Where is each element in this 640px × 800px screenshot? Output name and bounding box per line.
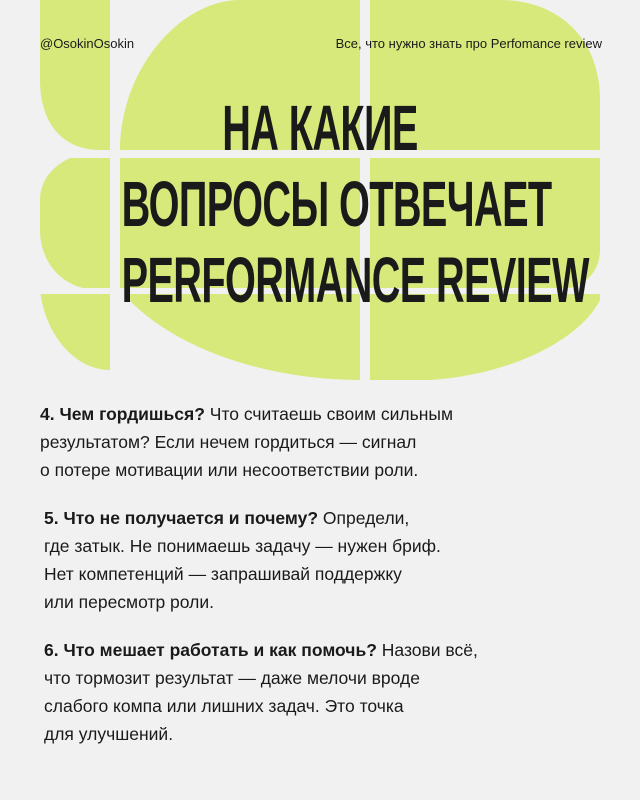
question-text: Определи, [318,508,410,528]
question-text: что тормозит результат — даже мелочи вроде [44,668,420,688]
question-text: Назови всё, [376,640,478,660]
question-list [40,400,610,768]
question-item-6 [40,636,610,748]
title-line-2: ВОПРОСЫ ОТВЕЧАЕТ [121,168,552,240]
question-text: или пересмотр роли. [44,592,214,612]
header [40,36,602,51]
question-text: Что считаешь своим сильным [204,404,453,424]
question-item-4 [40,400,610,484]
question-text: где затык. Не понимаешь задачу — нужен бриф. [44,536,441,556]
page-title [0,90,640,318]
question-text: для улучшений. [44,724,174,744]
question-heading: 5. Что не получается и почему? [44,508,319,528]
question-text: результатом? Если нечем гордиться — сигнал [40,432,417,452]
question-item-5 [40,504,610,616]
question-heading: 4. Чем гордишься? [40,404,205,424]
question-text: Нет компетенций — запрашивай поддержку [44,564,402,584]
series-topic: Все, что нужно знать про Perfomance review [335,36,602,51]
author-handle: @OsokinOsokin [40,36,135,51]
question-text: о потере мотивации или несоответствии роли. [40,460,419,480]
question-heading: 6. Что мешает работать и как помочь? [44,640,377,660]
title-line-3: PERFORMANCE REVIEW [121,244,589,316]
title-line-1: НА КАКИЕ [222,92,418,164]
question-text: слабого компа или лишних задач. Это точка [44,696,404,716]
